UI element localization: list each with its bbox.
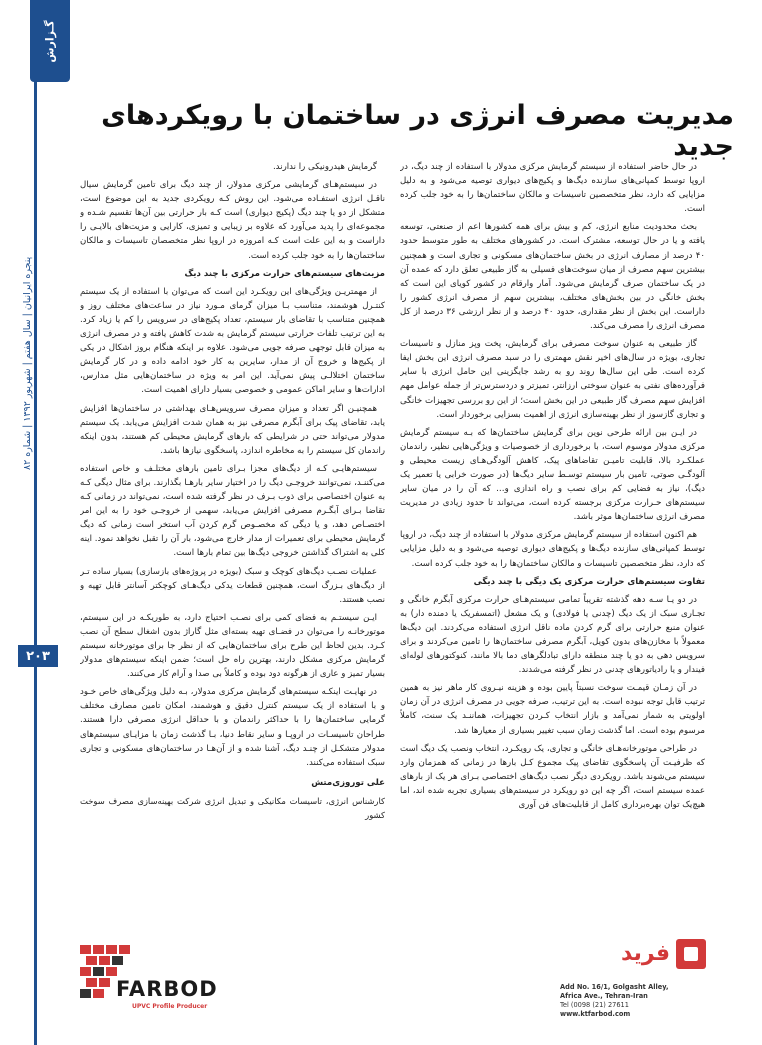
section-tab-label: گـزارش	[43, 19, 57, 63]
paragraph: در دو یـا سـه دهه گذشته تقریباً تمامی سیستم‌هـای حرارت مرکزی آبگرم خانگی و تجـاری سبک از یک دیگ (چدنی یا فولادی) و یک مشعل (اتمسفریک یا دمنده دار) به عنوان منبع حرارتی برای گرم کردن ماده ناقل انرژی استفاده می‌کردند. این دیگ‌ها معمولاً با مخازن‌های بدون کویل، آبگرم مصرفی ساختمان‌ها را تامین می‌کردند و برای سرویس دهی به دو یا چند منطقه دارای تبادلگرهای دما بالا مانند، کنوکتورهای لوله‌ای فیندار و یا رادیاتورهای چدنی در نظر گرفته می‌شدند.	[400, 594, 705, 676]
author-name: علی توروزی‌متش	[311, 777, 385, 788]
address-line: Africa Ave., Tehran-Iran	[560, 992, 648, 1000]
phone-number: Tel (0098 (21) 27611	[560, 1001, 629, 1009]
paragraph: سیستم‌هایـی کـه از دیگ‌های مجزا بـرای تامین بارهای مختلـف و خاص استفاده می‌کننـد، نمی‌توانند خروجـی دیگ را در اختیار سایر بارهـا بگذارند. برای مثال دیگی کـه به عنوان اختصاصی برای ذوب بـرف در نظر گرفته شده است، نمی‌تواند در زمانی کـه تقاضا بـرای آبگـرم مصرفی افزایش می‌یابد، سهمی از خروجـی خود را به این امر اختصـاص دهد، و یا دیگی که مخصـوص گرم کردن آب استخر است زمانی که دیگ گرمایش محیطی برای تعمیرات از مدار خارج می‌شود، بار آن را تقبل نخواهد نمود. اینه کلی به اشتراک گذاشتن خروجی دیگ‌ها بین تمام بارها است.	[80, 463, 385, 559]
paragraph: بحث محدودیت منابع انرژی، کم و بیش برای همه کشورها اعم از صنعتی، توسعه یافته و یا در حال توسعه، مشترک است. در کشورهای مختلف به طور متوسط حدود ۴۰ درصد از مصارف انرژی در بخش ساختمان‌های مسکونی و تجاری است و همچنین بیشترین سهم مصرف از میان سوخت‌های فسیلی به گاز طبیعی تعلق دارد که عمده آن در یک ساختمان صرف گرمایش می‌شود. آمار وارقام در کشور کویای این است که بخش خانگی در بین بخش‌های مختلف، بیشترین سهم از مصرف انرژی کشور را داراست. این بخش از نظر مقداری، حدود ۴۰ درصد و از نظر ارزشی ۳۶ درصد از کل مصرف انرژی را مصرف می‌کند.	[400, 222, 705, 332]
paragraph: در آن زمـان قیمـت سوخت نسبتاً پایین بوده و هزینه نیـروی کار ماهر نیز به همین ترتیب قابل توجه نبوده است. به این ترتیب، صرفه جویی در مصرف انرژی در آن زمان اولویتی به شمار نمی‌آمد و بازار انتخاب کـردن تجهیزات، هماننـد یک سنت، کاملاً مرسوم بوده است. اما گذشت زمان سبب تغییر بسیاری از معیارها شد.	[400, 683, 705, 736]
page-number: ۲۰۳	[18, 645, 58, 667]
paragraph: از مهمتریـن ویژگی‌های این رویکـرد این است که می‌توان با استفاده از یک سیستم کنتـرل هوشمند، متناسب بـا میزان گرمای مـورد نیاز در ساعت‌های مختلف روز و همچنین متناسب با تقاضای بار سیستم، تعداد پکیج‌های در سرویس را کم یا زیاد کرد. به این ترتیب تلفات حرارتی سیستم گرمایش به شدت کاهش یافته و در مصرف انرژی به میزان قابل توجهی صرفه جویی می‌شود. علاوه بر اینکه هنگام بروز اشکال در یکی از پکیج‌ها و خروج آن از مدار، سایرین به کار خود ادامه داده و در کار گرمایش ساختمان اختلالـی پیش نمی‌آید. این امر به ویژه در ساختمان‌هایی مثل مدارس، ادارات‌ها و سایر اماکن عمومی و خصوصی بسیار دارای اهمیت است.	[80, 286, 385, 396]
article-column-left	[80, 160, 385, 905]
article-column-right	[400, 160, 705, 905]
paragraph: هم اکنون استفاده از سیستم گرمایش مرکزی مدولار با استفاده از چند دیگ، در اروپا توسط کمپانی‌های سازنده دیگ‌ها و پکیج‌های دیواری توصیه می‌شود و به دلیل مزایایی که دارد، نظر متخصصین تاسیسات و مالکان ساختمان‌ها را به خود جلب کرده است.	[400, 530, 705, 569]
website-link[interactable]: www.ktfarbod.com	[560, 1010, 631, 1018]
address-line: Add No. 16/1, Golgasht Alley,	[560, 983, 669, 991]
section-heading: تفاوت سیستم‌های حرارت مرکزی یک دیگی با چند دیگی	[473, 576, 705, 587]
farbod-ad	[80, 935, 218, 1025]
paragraph: گرمایش هیدرونیکی را ندارند.	[272, 162, 377, 172]
section-heading: مزیت‌های سیستم‌های حرارت مرکزی با چند دیگ	[184, 268, 385, 279]
paragraph: در حال حاضر استفاده از سیستم گرمایش مرکزی مدولار با استفاده از چند دیگ، در اروپا توسط کمپانی‌های سازنده دیگ‌ها و پکیج‌های دیواری توصیه می‌شود و به دلیل مزایایی که دارد، نظر متخصصین تاسیسات و مالکان ساختمان‌ها را به خود جلب کرده است.	[400, 162, 705, 215]
author-affiliation: کارشناس انرژی، تاسیسات مکانیکی و تبدیل انرژی شرکت بهینه‌سازی مصرف سوخت کشور	[80, 795, 385, 821]
paragraph: در نهایـت اینکـه سیستم‌های گرمایش مرکزی مدولار، بـه دلیل ویژگی‌های خاص خـود و با استفاده از یک سیستم کنترل دقیق و هوشمند، امکان تامین مصارف مختلف گرمایی ساختمان‌ها را با حداکثر راندمان و با حداقل انرژی مصرفی دارا هستند. طراحان تاسیسـات در اروپـا و سایر نقاط دنیا، بـا گذشت زمان با مزایـای سیستم‌های مدولار متشکـل از چنـد دیگ، آشنا شده و از آن‌هـا در ساختمان‌های مسکونی و تجاری سبک استفاده می‌کنند.	[80, 687, 385, 768]
farid-logo	[620, 935, 706, 975]
farid-address	[560, 983, 668, 1019]
farid-brand: فرید	[620, 941, 670, 966]
paragraph: در ایـن بین ارائه طرحی نوین برای گرمایش ساختمان‌ها که بـه سیستم گرمایش مرکزی مدولار موسوم است، با برخورداری از خصوصیات و ویژگی‌هایی نظیر، راندمان عملکـرد بالا، قابلیت تامیـن تقاضاهای پیک، کاهش آلودگی‌هـای زیست محیطی و آلودگـی صوتی، تامین بار سیستم توسـط سایر دیگ‌ها (در صورت خرابی یا تعمیر یک دیگ)، نیاز به فضایی کم برای نصب و راه اندازی و… که آن‌ را در میان سایر سیستم‌های حـرارت مرکزی برجسته کرده است، می‌تواند تا حدود زیادی در مدیریت مصرف انرژی ساختمان‌ها موثر باشد.	[400, 427, 705, 523]
farid-mark-icon	[676, 939, 706, 969]
paragraph: عملیات نصـب دیگ‌های کوچک و سبک (بویژه در پروژه‌های بازسازی) بسیار ساده تـر از دیگ‌های بـزرگ است، همچنین قطعات یدکی دیگ‌هـای کوچکتر آسانتر قابل تهیه و نصب هستند.	[80, 566, 385, 605]
farbod-brand: FARBOD	[116, 977, 218, 1001]
paragraph: در طراحی موتورخانه‌هـای خانگی و تجاری، یک رویکـرد، انتخاب ونصب یک دیگ است که ظرفیـت آن پاسخگوی تقاضای پیک مجموع کـل بارها در زمانی که همزمان وارد سیستم می‌شوند باشد. رویکردی دیگر نصب دیگ‌های اختصاصی بـرای هر یک از بارهای عمده سیستم است، اگر چه این دو رویکرد در سیستم‌های بسیاری تجربه شده اند، اما هیچ‌یک توان بهره‌برداری کامل از قابلیت‌های فن آوری	[400, 743, 705, 811]
paragraph: همچنیـن اگر تعداد و میزان مصرف سرویس‌هـای بهداشتی در ساختمان‌ها افزایش یابد، تقاضای پیک برای آبگرم مصرفی نیز به همان شدت افزایش می‌یابد. یک سیستم مدولار می‌تواند حتی در شرایطی که بارهای گرمایش محیطی کم هستند، بدون اینکه راندمان کل سیستم را به مخاطره اندازد، پاسخگوی نیازها باشد.	[80, 403, 385, 456]
paragraph: گاز طبیعی به عنوان سوخت مصرفی برای گرمایش، پخت وپز منازل و تاسیسات تجاری، بویژه در سال‌های اخیر نقش مهمتری را در سبد مصرف انرژی این بخش ایفا کرده است. طی این سال‌ها روند رو به رشد جایگزینی این حامل انرژی با سایر فرآورده‌های نفتی به عنوان سوختی ارزانتر، تمیزتر و دردسترس‌تر از جمله عوامل مهم افزایش سهم مصرف گاز طبیعی در این بخش است؛ از این رو بررسی تجهیزات خانگی و تجاری گازسوز از نظر بهینه‌سازی انرژی از اهمیت بسزایی برخوردار است.	[400, 339, 705, 420]
farid-ad	[560, 935, 710, 1030]
article-title: مدیریت مصرف انرژی در ساختمان با رویکردهای جدید	[101, 100, 734, 162]
paragraph: ایـن سیستـم به فضای کمی برای نصـب احتیاج دارد، به طوریکـه در این سیستم، موتورخانـه را می‌توان در فضـای تهیه بسته‌ای مثل گاراژ بدون اشغال سطح آن نصب کـرد. بدین لحاظ این طرح برای ساختمان‌هایی که از نظر جا برای موتورخانه سیستم گرمایش مرکزی مشکل دارند، بهترین راه حل است؛ ضمن اینکه سیستم‌های مدولار بسیار تمیز و عاری از هرگونه دود بوده و کاملاً بی صدا و آرام کار می‌کنند.	[80, 612, 385, 680]
issue-caption: پنجره ایرانیان | سال هفتم | شهریور ۱۳۹۲ | شماره ۸۲	[22, 256, 33, 470]
paragraph: در سیستم‌هـای گرمایشی مرکزی مدولار، از چند دیگ برای تامین گرمایش سیال ناقـل انرژی استفـاده می‌شود. این روش کـه رویکردی جدید به این موضوع است، متشکل از دو یا چند دیگ (پکیج دیواری) است کـه بار حرارتی بین آن‌ها تقسیم شـده و مجموعه‌ای را پدید می‌آورد که علاوه بر زیبایی و تمیزی، کارایی و مزیت‌های بالایـی را داراست و به این علت است کـه امروزه در اروپا نظر متخصصان تاسیسات و مالکان ساختمان‌ها را به خود جلب کرده است.	[80, 180, 385, 261]
section-tab	[30, 0, 70, 82]
farbod-tagline: UPVC Profile Producer	[132, 1003, 208, 1010]
side-rule	[34, 0, 37, 1045]
